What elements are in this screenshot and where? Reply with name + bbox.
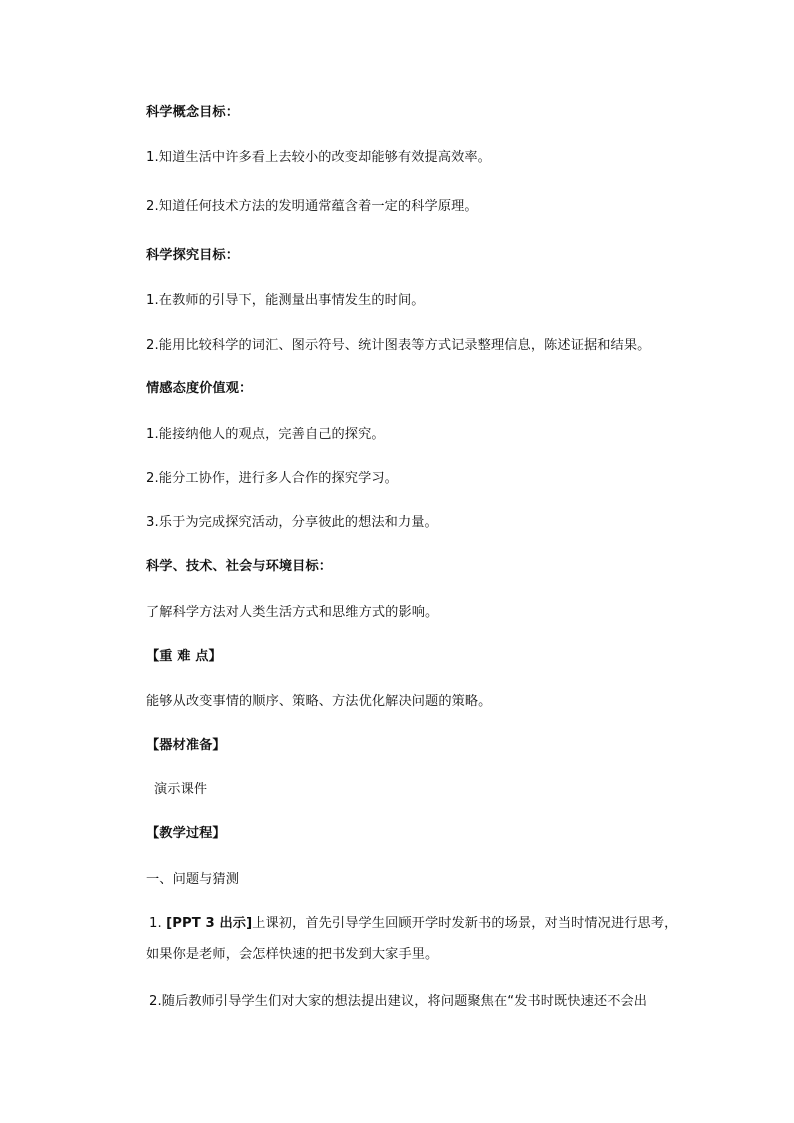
inquiry-heading: 科学探究目标：	[146, 248, 240, 263]
materials-heading: 【器材准备】	[146, 738, 226, 753]
process-heading: 【教学过程】	[146, 826, 226, 841]
ppt-reference: [PPT 3 出示]	[166, 916, 253, 931]
paragraph-1-line-1	[149, 915, 677, 933]
concept-heading: 科学概念目标：	[146, 105, 240, 120]
inquiry-item-1: 1.在教师的引导下，能测量出事情发生的时间。	[146, 293, 425, 308]
attitude-item-1: 1.能接纳他人的观点，完善自己的探究。	[146, 427, 385, 442]
paragraph-2-line-1: 2.随后教师引导学生们对大家的想法提出建议，将问题聚焦在“发书时既快速还不会出	[149, 994, 648, 1009]
materials-text: 演示课件	[154, 782, 208, 797]
section1-title: 一、问题与猜测	[146, 872, 240, 887]
stse-text: 了解科学方法对人类生活方式和思维方式的影响。	[146, 605, 439, 620]
concept-item-1: 1.知道生活中许多看上去较小的改变却能够有效提高效率。	[146, 150, 491, 165]
keypoints-text: 能够从改变事情的顺序、策略、方法优化解决问题的策略。	[146, 694, 492, 709]
attitude-heading: 情感态度价值观：	[146, 381, 253, 396]
paragraph-1-line-2: 如果你是老师，会怎样快速的把书发到大家手里。	[146, 947, 439, 962]
inquiry-item-2: 2.能用比较科学的词汇、图示符号、统计图表等方式记录整理信息，陈述证据和结果。	[146, 338, 651, 353]
stse-heading: 科学、技术、社会与环境目标：	[146, 559, 333, 574]
attitude-item-3: 3.乐于为完成探究活动，分享彼此的想法和力量。	[146, 515, 438, 530]
paragraph-1-text: 上课初，首先引导学生回顾开学时发新书的场景，对当时情况进行思考，	[252, 916, 678, 931]
keypoints-heading: 【重 难 点】	[146, 649, 222, 664]
concept-item-2: 2.知道任何技术方法的发明通常蕴含着一定的科学原理。	[146, 199, 478, 214]
paragraph-1-number: 1.	[149, 916, 167, 931]
attitude-item-2: 2.能分工协作，进行多人合作的探究学习。	[146, 471, 398, 486]
